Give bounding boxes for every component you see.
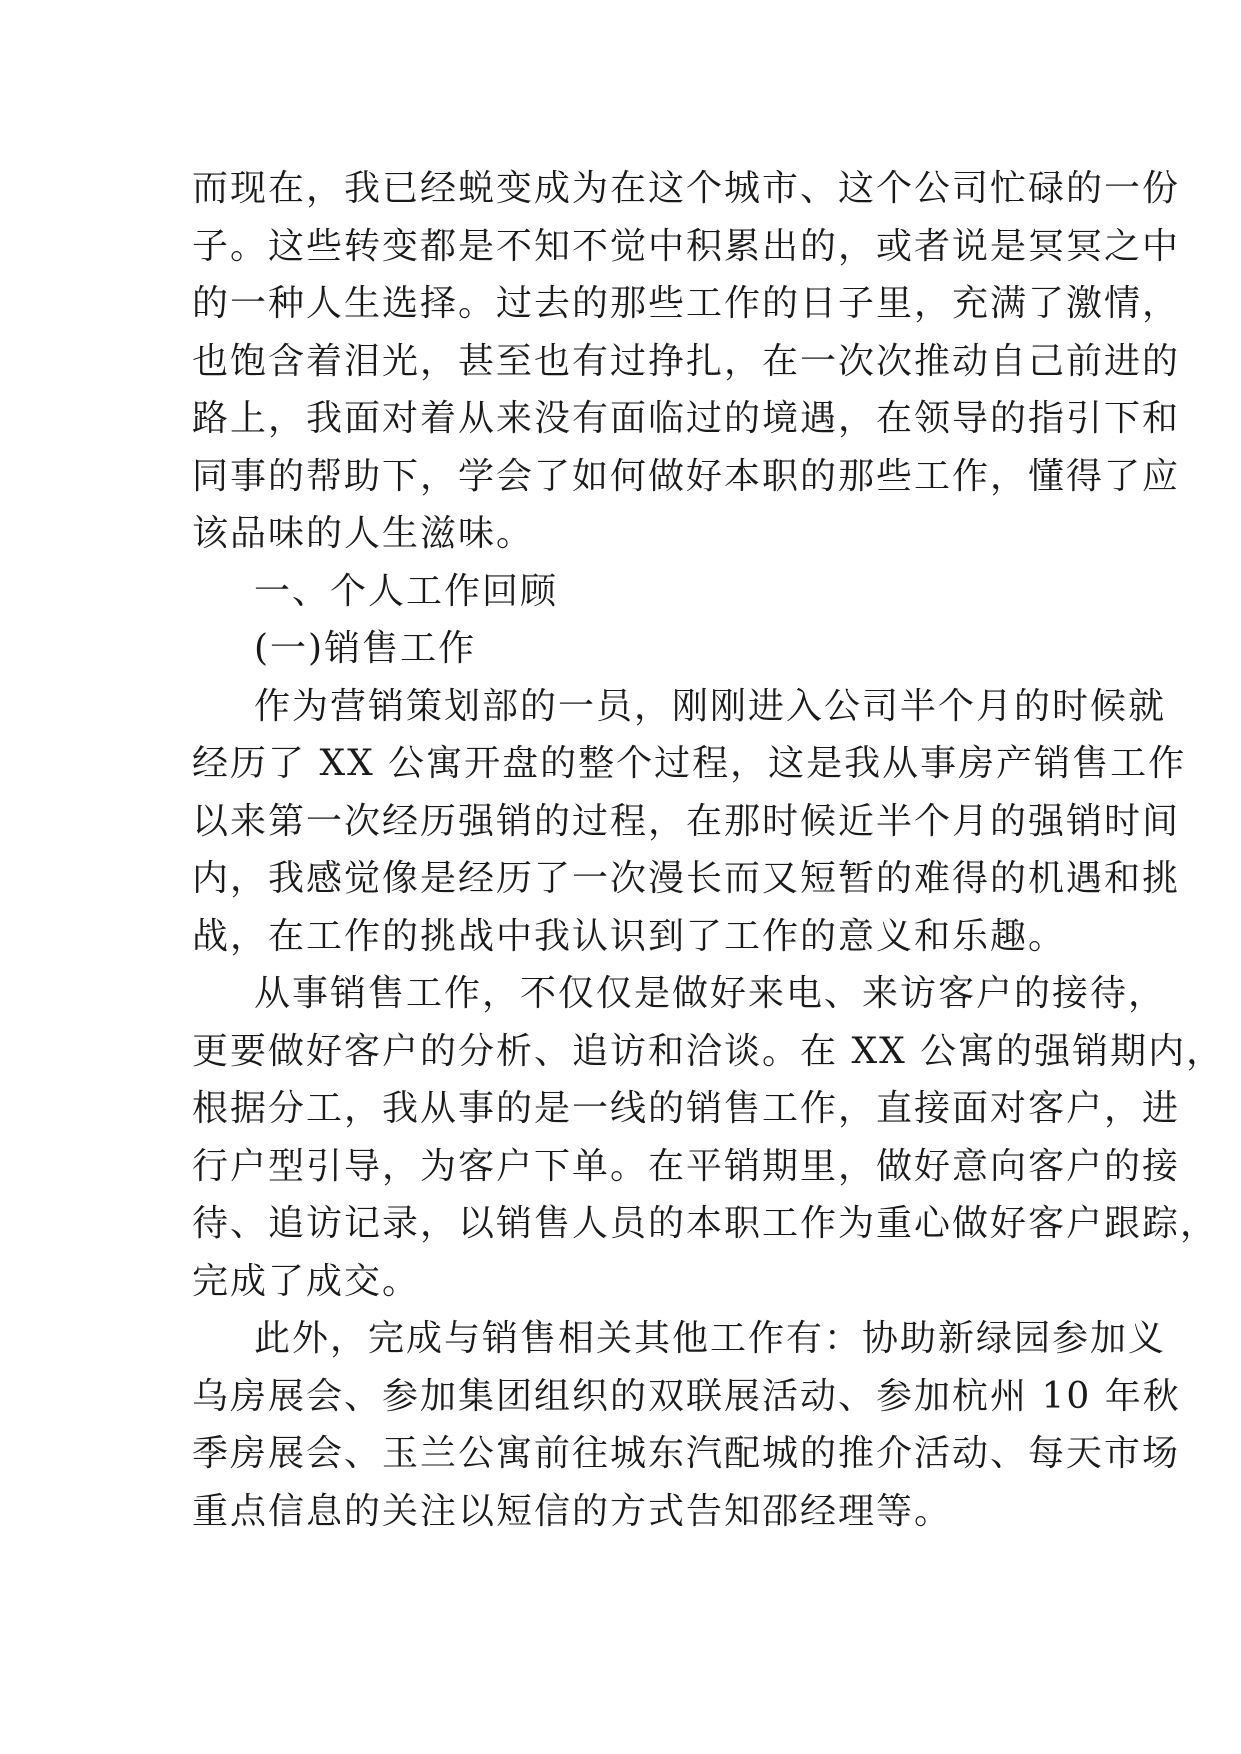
text-line: 此外，完成与销售相关其他工作有：协助新绿园参加义 xyxy=(254,1318,1167,1359)
text-line: 待、追访记录，以销售人员的本职工作为重心做好客户跟踪， xyxy=(192,1203,1219,1244)
text-line: 子。这些转变都是不知不觉中积累出的，或者说是冥冥之中 xyxy=(192,225,1181,267)
text-line: 同事的帮助下，学会了如何做好本职的那些工作，懂得了应 xyxy=(192,455,1181,497)
text-line: 的一种人生选择。过去的那些工作的日子里，充满了激情， xyxy=(192,283,1181,324)
text-line: 内，我感觉像是经历了一次漫长而又短暂的难得的机遇和挑 xyxy=(192,858,1181,899)
text-line: 作为营销策划部的一员，刚刚进入公司半个月的时候就 xyxy=(254,685,1167,727)
text-line: 该品味的人生滋味。 xyxy=(192,513,535,554)
text-line: 从事销售工作，不仅仅是做好来电、来访客户的接待， xyxy=(254,973,1167,1014)
text-line: 经历了 XX 公寓开盘的整个过程，这是我从事房产销售工作 xyxy=(192,743,1187,784)
text-line: 完成了成交。 xyxy=(192,1260,421,1302)
text-line: 战，在工作的挑战中我认识到了工作的意义和乐趣。 xyxy=(192,915,1067,957)
text-line: 路上，我面对着从来没有面临过的境遇，在领导的指引下和 xyxy=(192,398,1181,439)
section-heading: 一、个人工作回顾 xyxy=(254,570,559,612)
text-line: 也饱含着泪光，甚至也有过挣扎，在一次次推动自己前进的 xyxy=(192,340,1181,382)
text-line: 而现在，我已经蜕变成为在这个城市、这个公司忙碌的一份 xyxy=(192,168,1181,209)
subsection-heading: (一)销售工作 xyxy=(254,628,477,669)
text-line: 以来第一次经历强销的过程，在那时候近半个月的强销时间 xyxy=(192,800,1181,842)
text-line: 行户型引导，为客户下单。在平销期里，做好意向客户的接 xyxy=(192,1145,1181,1187)
text-line: 重点信息的关注以短信的方式告知邵经理等。 xyxy=(192,1490,953,1532)
text-line: 更要做好客户的分析、追访和洽谈。在 XX 公寓的强销期内， xyxy=(192,1030,1225,1072)
text-line: 乌房展会、参加集团组织的双联展活动、参加杭州 10 年秋 xyxy=(192,1375,1181,1417)
text-line: 根据分工，我从事的是一线的销售工作，直接面对客户，进 xyxy=(192,1088,1181,1129)
text-line: 季房展会、玉兰公寓前往城东汽配城的推介活动、每天市场 xyxy=(192,1433,1181,1474)
document-body xyxy=(192,160,1225,1540)
